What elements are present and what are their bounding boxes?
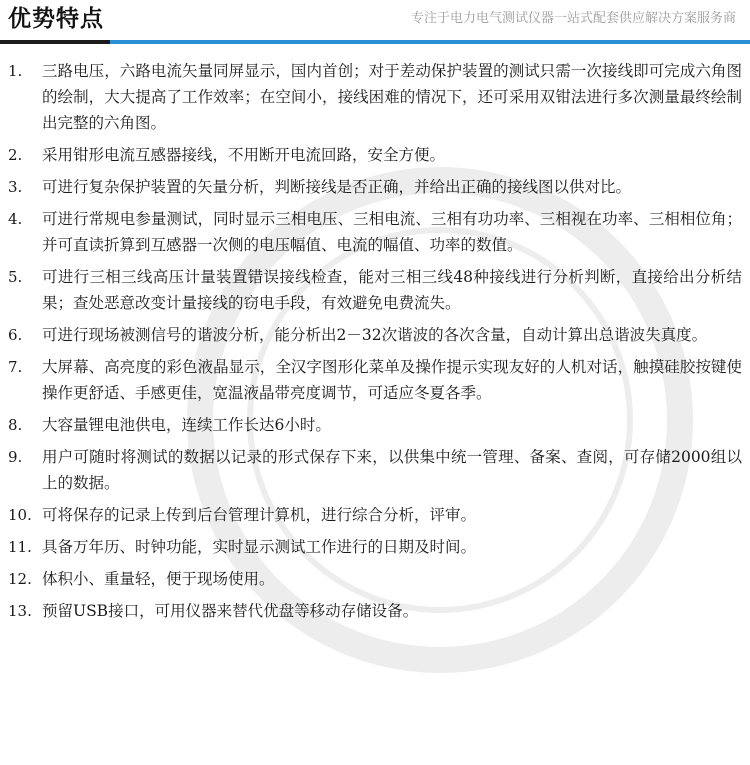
list-item	[0, 566, 750, 592]
list-item	[0, 174, 750, 200]
item-number: 6.	[8, 326, 23, 344]
list-item	[0, 354, 750, 406]
list-item	[0, 142, 750, 168]
section-title: 优势特点	[8, 6, 104, 32]
header-rule-blue	[110, 40, 750, 44]
item-text: 大屏幕、高亮度的彩色液晶显示，全汉字图形化菜单及操作提示实现友好的人机对话，触摸硅胶按键使操作更舒适、手感更佳，宽温液晶带亮度调节，可适应冬夏各季。	[42, 358, 742, 402]
list-item	[0, 58, 750, 136]
item-number: 7.	[8, 358, 23, 376]
item-text: 可进行常规电参量测试，同时显示三相电压、三相电流、三相有功功率、三相视在功率、三相相位角；并可直读折算到互感器一次侧的电压幅值、电流的幅值、功率的数值。	[42, 210, 742, 254]
item-number: 8.	[8, 416, 23, 434]
item-text: 体积小、重量轻，便于现场使用。	[42, 570, 275, 588]
item-number: 11.	[8, 538, 32, 556]
item-text: 可将保存的记录上传到后台管理计算机，进行综合分析，评审。	[42, 506, 477, 524]
item-number: 13.	[8, 602, 32, 620]
feature-list	[0, 58, 750, 630]
item-number: 10.	[8, 506, 32, 524]
list-item	[0, 444, 750, 496]
list-item	[0, 412, 750, 438]
company-slogan: 专注于电力电气测试仪器一站式配套供应解决方案服务商	[410, 11, 736, 26]
item-text: 大容量锂电池供电，连续工作长达6小时。	[42, 416, 331, 434]
item-text: 三路电压，六路电流矢量同屏显示，国内首创；对于差动保护装置的测试只需一次接线即可完成六角图的绘制，大大提高了工作效率；在空间小，接线困难的情况下，还可采用双钳法进行多次测量最终绘制出完整的六角图。	[42, 62, 742, 132]
item-text: 具备万年历、时钟功能，实时显示测试工作进行的日期及时间。	[42, 538, 477, 556]
list-item	[0, 534, 750, 560]
list-item	[0, 322, 750, 348]
item-text: 可进行现场被测信号的谐波分析，能分析出2－32次谐波的各次含量，自动计算出总谐波失真度。	[42, 326, 708, 344]
item-text: 预留USB接口，可用仪器来替代优盘等移动存储设备。	[42, 602, 419, 620]
item-number: 1.	[8, 62, 23, 80]
list-item	[0, 264, 750, 316]
list-item	[0, 502, 750, 528]
item-number: 12.	[8, 570, 32, 588]
item-number: 9.	[8, 448, 23, 466]
list-item	[0, 598, 750, 624]
item-text: 用户可随时将测试的数据以记录的形式保存下来，以供集中统一管理、备案、查阅，可存储2000组以上的数据。	[42, 448, 742, 492]
item-text: 可进行复杂保护装置的矢量分析，判断接线是否正确，并给出正确的接线图以供对比。	[42, 178, 632, 196]
item-number: 4.	[8, 210, 23, 228]
item-number: 5.	[8, 268, 23, 286]
item-number: 2.	[8, 146, 23, 164]
list-item	[0, 206, 750, 258]
header-rule-dark	[0, 40, 110, 44]
section-header	[0, 0, 750, 48]
item-number: 3.	[8, 178, 23, 196]
item-text: 可进行三相三线高压计量装置错误接线检查，能对三相三线48种接线进行分析判断，直接给出分析结果；查处恶意改变计量接线的窃电手段，有效避免电费流失。	[42, 268, 742, 312]
item-text: 采用钳形电流互感器接线，不用断开电流回路，安全方便。	[42, 146, 446, 164]
